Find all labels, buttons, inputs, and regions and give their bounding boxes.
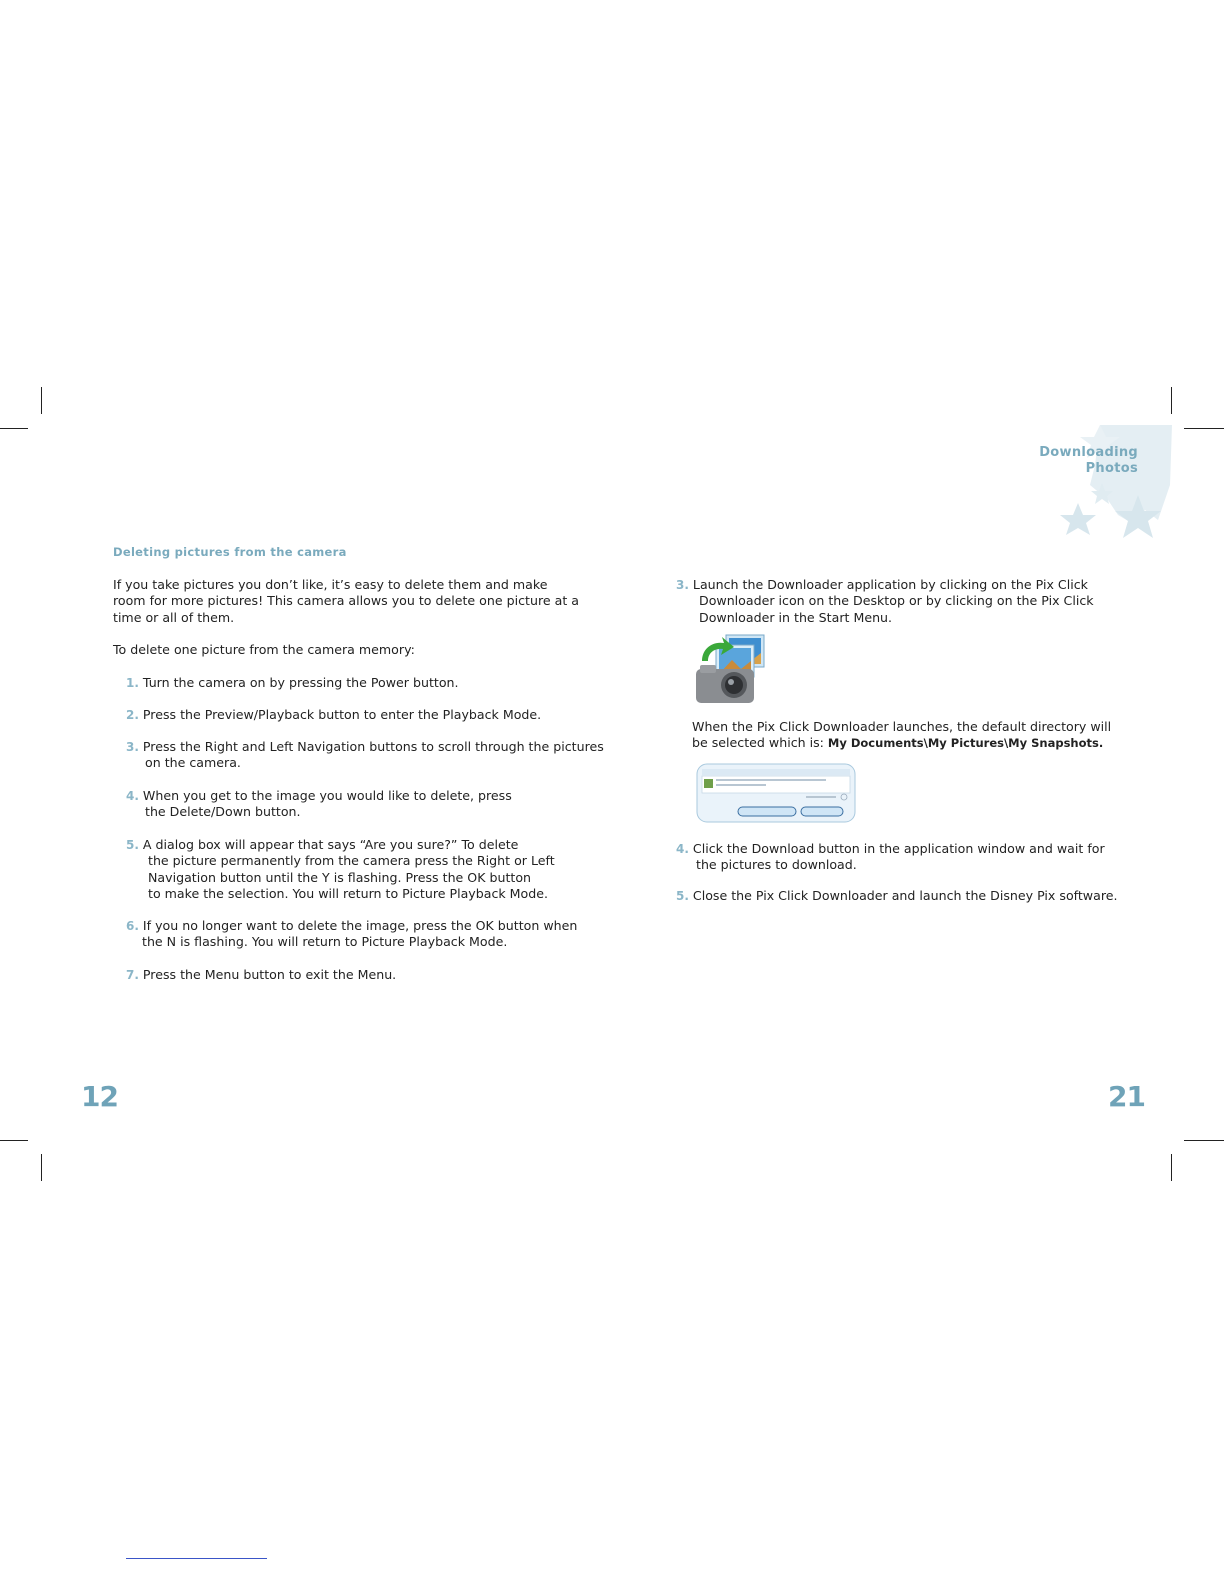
crop-mark (0, 428, 28, 429)
right-step-4 (676, 841, 1105, 874)
left-step-5 (126, 837, 555, 902)
step-text: Turn the camera on by pressing the Power button. (142, 675, 459, 690)
star-decoration (1040, 425, 1175, 545)
step-number: 3. (676, 578, 689, 592)
step-text: Click the Download button in the application window and wait for (692, 841, 1105, 856)
step-text: the picture permanently from the camera press the Right or Left (148, 853, 555, 869)
crop-mark (1184, 1140, 1224, 1141)
lead-text: To delete one picture from the camera memory: (113, 642, 415, 657)
header-line-1: Downloading (1039, 445, 1138, 460)
crop-mark (1171, 1154, 1172, 1181)
right-step-3 (676, 577, 1094, 626)
default-path: My Documents\My Pictures\My Snapshots. (827, 736, 1104, 751)
section-title: Deleting pictures from the camera (113, 545, 347, 559)
crop-mark (41, 387, 42, 414)
step-text: Press the Right and Left Navigation buttons to scroll through the pictures (142, 739, 604, 754)
left-step-7 (126, 967, 396, 983)
left-step-6 (126, 918, 577, 951)
crop-mark (41, 1154, 42, 1181)
step-text: the pictures to download. (696, 857, 857, 873)
left-step-4 (126, 788, 512, 821)
launch-text: When the Pix Click Downloader launches, the default directory will be selected which is: (692, 719, 1112, 751)
step-number: 4. (676, 842, 689, 856)
step-text: Downloader in the Start Menu. (699, 609, 893, 625)
link-underline (126, 1558, 267, 1559)
left-step-2 (126, 707, 541, 723)
step-number: 2. (126, 708, 139, 722)
step-text: Press the Preview/Playback button to enter the Playback Mode. (142, 707, 542, 722)
step-text: Downloader icon on the Desktop or by clicking on the Pix Click (699, 593, 1094, 609)
step-number: 5. (126, 838, 139, 852)
step-text: A dialog box will appear that says “Are you sure?” To delete (142, 837, 519, 852)
crop-mark (1184, 428, 1224, 429)
page-number-left: 12 (81, 1080, 118, 1113)
step-text: Press the Menu button to exit the Menu. (142, 967, 397, 982)
step-number: 3. (126, 740, 139, 754)
crop-mark (1171, 387, 1172, 414)
step-text: Launch the Downloader application by clicking on the Pix Click (692, 577, 1088, 592)
left-step-1 (126, 675, 459, 691)
downloader-camera-icon (694, 633, 768, 705)
step-number: 1. (126, 676, 139, 690)
crop-mark (0, 1140, 28, 1141)
step-number: 6. (126, 919, 139, 933)
step-text: Close the Pix Click Downloader and launch the Disney Pix software. (692, 888, 1118, 903)
page-number-right: 21 (1108, 1080, 1145, 1113)
left-step-3 (126, 739, 604, 772)
launch-paragraph (692, 719, 1112, 752)
step-text: Navigation button until the Y is flashing. Press the OK button (148, 869, 532, 885)
intro-paragraph: If you take pictures you don’t like, it’s easy to delete them and make room for more pictures! This camera allows you to delete one picture at a time or all of them. (113, 577, 579, 625)
step-number: 5. (676, 889, 689, 903)
step-number: 4. (126, 789, 139, 803)
right-step-5 (676, 888, 1117, 904)
header-title (1039, 445, 1138, 477)
header-line-2: Photos (1085, 461, 1138, 476)
step-text: the Delete/Down button. (145, 804, 301, 820)
step-text: on the camera. (145, 755, 241, 771)
step-text: to make the selection. You will return to Picture Playback Mode. (148, 885, 548, 901)
step-text: the N is flashing. You will return to Picture Playback Mode. (142, 934, 508, 950)
downloader-dialog-screenshot (696, 763, 856, 823)
step-text: If you no longer want to delete the image, press the OK button when (142, 918, 578, 933)
step-text: When you get to the image you would like to delete, press (142, 788, 512, 803)
step-number: 7. (126, 968, 139, 982)
